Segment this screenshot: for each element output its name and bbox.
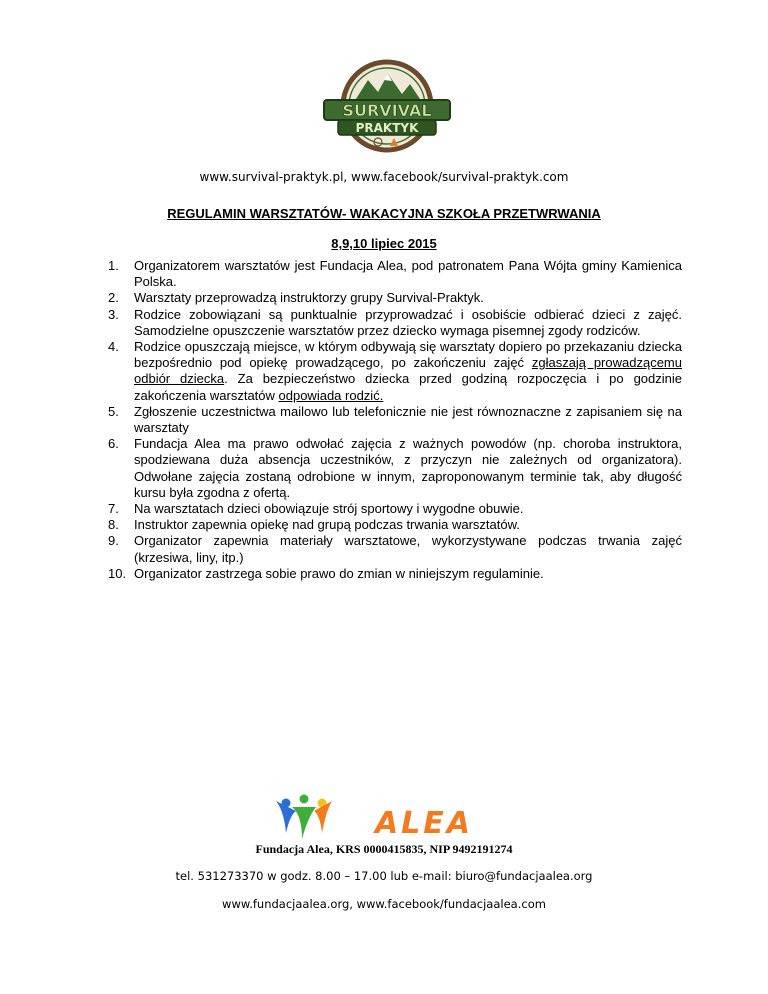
underlined-phrase: zgłaszają prowadzącemu odbiór dziecka: [134, 355, 682, 387]
survival-praktyk-logo: [318, 54, 456, 154]
rule-item: 10. Organizator zastrzega sobie prawo do zmian w niniejszym regulaminie.: [108, 565, 544, 581]
rule-item: 2. Warsztaty przeprowadzą instruktorzy grupy Survival-Praktyk.: [108, 290, 484, 306]
logo-text-praktyk: PRAKTYK: [355, 121, 419, 135]
rule-item: 1. Organizatorem warsztatów jest Fundacja Alea, pod patronatem Pana Wójta gminy Kamienica Polska.: [108, 258, 682, 290]
foundation-info: Fundacja Alea, KRS 0000415835, NIP 9492191274: [255, 842, 513, 856]
underlined-phrase: odpowiada rodzić.: [278, 387, 384, 403]
rule-item: 6. Fundacja Alea ma prawo odwołać zajęcia z ważnych powodów (np. choroba instruktora, spodziewana duża absencja uczestników, z przyczyn nie zależnych od organizatora). Odwołane zajęcia zostaną odrobione w innym, zaproponowanym terminie tak, aby długość kursu była zgodna z ofertą.: [108, 436, 682, 500]
document-date: 8,9,10 lipiec 2015: [331, 236, 437, 251]
rule-item: 7. Na warsztatach dzieci obowiązuje strój sportowy i wygodne obuwie.: [108, 501, 524, 517]
rule-item: 8. Instruktor zapewnia opiekę nad grupą podczas trwania warsztatów.: [108, 517, 520, 533]
rule-item: 5. Zgłoszenie uczestnictwa mailowo lub telefonicznie nie jest równoznaczne z zapisaniem się na warsztaty: [108, 403, 682, 436]
alea-logo: [274, 793, 500, 845]
alea-websites: www.fundacjaalea.org, www.facebook/fundacjaalea.com: [222, 897, 546, 911]
alea-logo-text: ALEA: [374, 806, 474, 841]
rule-item: 4. Rodzice opuszczają miejsce, w którym odbywają się warsztaty dopiero po przekazaniu dziecka bezpośrednio pod opiekę prowadzącego, po zakończeniu zajęć zgłaszają prowadzącemu odbiór dziecka. Za bezpieczeństwo dziecka przed godziną rozpoczęcia i po godzinie zakończenia warsztatów odpowiada rodzić.: [108, 339, 682, 403]
survival-websites: www.survival-praktyk.pl, www.facebook/survival-praktyk.com: [199, 170, 569, 184]
rule-item: 9. Organizator zapewnia materiały warsztatowe, wykorzystywane podczas trwania zajęć (krzesiwa, liny, itp.): [108, 533, 682, 565]
document-title: REGULAMIN WARSZTATÓW- WAKACYJNA SZKOŁA PRZETWRWANIA: [167, 206, 601, 221]
rule-item: 3. Rodzice zobowiązani są punktualnie przyprowadzać i osobiście odbierać dzieci z zajęć. Samodzielne opuszczenie warsztatów przez dziecko wymaga pisemnej zgody rodziców.: [108, 306, 682, 338]
rules-list: [108, 258, 682, 582]
logo-text-survival: SURVIVAL: [342, 101, 432, 120]
contact-info: tel. 531273370 w godz. 8.00 – 17.00 lub e-mail: biuro@fundacjaalea.org: [175, 869, 593, 883]
